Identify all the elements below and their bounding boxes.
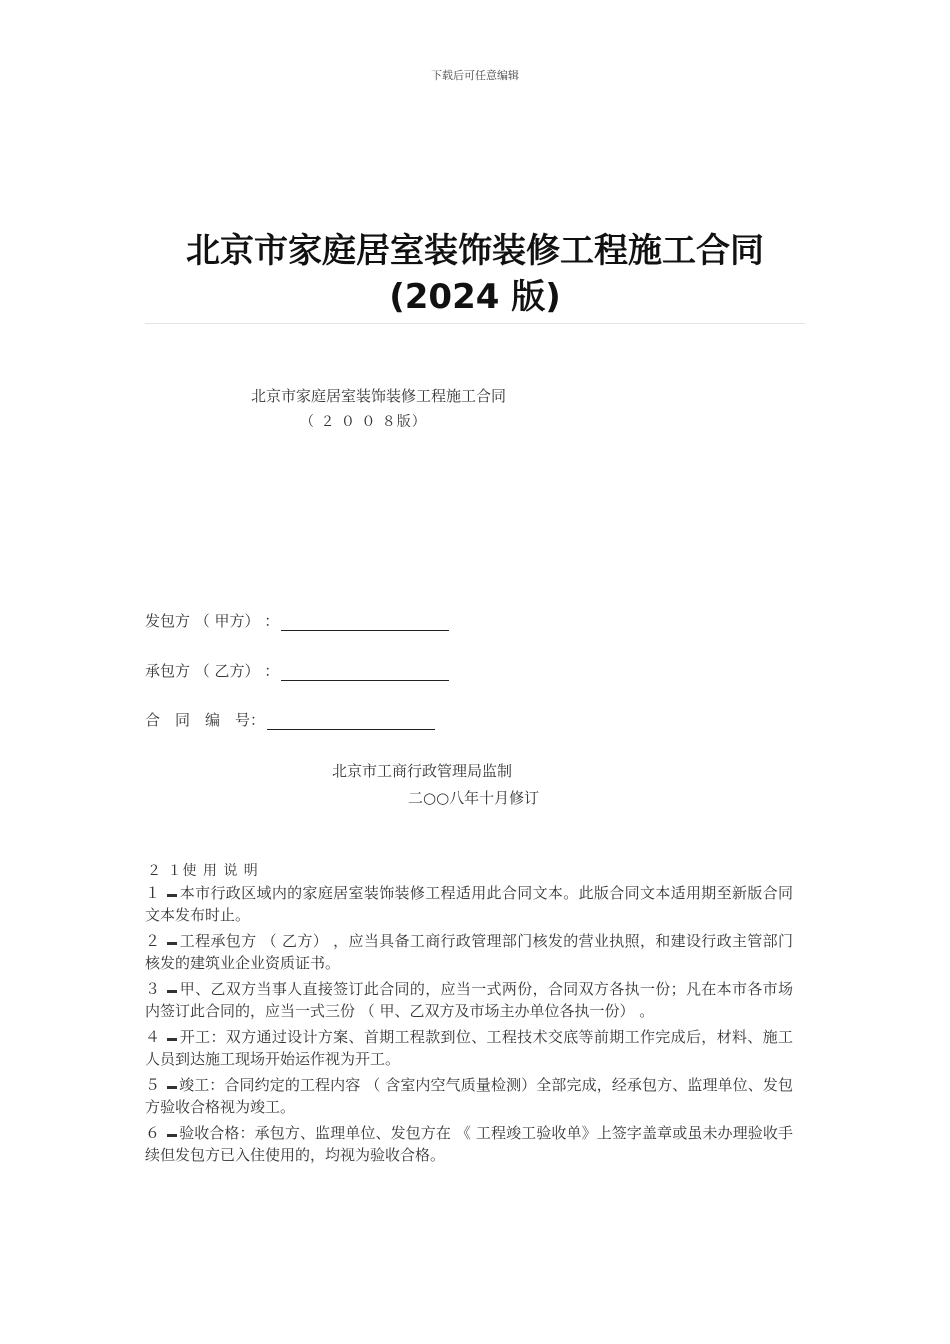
note-text: 开工：双方通过设计方案、首期工程款到位、工程技术交底等前期工作完成后，材料、施工人员到达施工现场开始运作视为开工。 [145, 1028, 793, 1068]
note-text: 验收合格：承包方、监理单位、发包方在 《 工程竣工验收单》上签字盖章或虽未办理验收手续但发包方已入住使用的，均视为验收合格。 [145, 1124, 793, 1164]
note-number: ２ [145, 932, 166, 950]
note-number: ３ [145, 980, 166, 998]
note-text: 本市行政区域内的家庭居室装饰装修工程适用此合同文本。此版合同文本适用期至新版合同文本发布时止。 [145, 884, 793, 924]
list-mark-icon [167, 942, 177, 945]
party-a-label: 发包方 （ 甲方） ： [145, 612, 280, 630]
note-text: 甲、乙双方当事人直接签订此合同的，应当一式两份，合同双方各执一份；凡在本市各市场内签订此合同的，应当一式三份 （ 甲、乙双方及市场主办单位各执一份） 。 [145, 980, 793, 1020]
list-mark-icon [167, 1086, 177, 1089]
party-b-field [145, 660, 449, 681]
party-b-blank[interactable] [281, 662, 449, 681]
list-mark-icon [167, 990, 177, 993]
note-number: ４ [145, 1028, 166, 1046]
title-divider [145, 323, 805, 324]
note-item [145, 882, 793, 926]
note-item [145, 1122, 793, 1166]
subtitle-edition: （ ２ ０ ０ ８版） [300, 414, 427, 430]
main-title-line2: (2024 版) [389, 277, 561, 317]
party-a-blank[interactable] [281, 612, 449, 631]
contract-no-field [145, 709, 435, 730]
list-mark-icon [167, 1134, 177, 1137]
note-number: ５ [145, 1076, 165, 1094]
issuer-bureau: 北京市工商行政管理局监制 [332, 762, 513, 780]
note-item [145, 930, 793, 974]
note-text: 工程承包方 （ 乙方） ，应当具备工商行政管理部门核发的营业执照，和建设行政主管部门核发的建筑业企业资质证书。 [145, 932, 793, 972]
note-text: 竣工：合同约定的工程内容 （ 含室内空气质量检测）全部完成，经承包方、监理单位、发包方验收合格视为竣工。 [145, 1076, 793, 1116]
notes-heading: ２ １使 用 说 明 [147, 863, 259, 879]
party-b-label: 承包方 （ 乙方） ： [145, 662, 280, 680]
note-number: ６ [145, 1124, 165, 1142]
party-a-field [145, 610, 449, 631]
note-item [145, 1074, 793, 1118]
revision-date: 二○○八年十月修订 [408, 789, 540, 807]
note-item [145, 978, 793, 1022]
list-mark-icon [167, 1038, 177, 1041]
main-title [100, 228, 850, 320]
contract-no-blank[interactable] [267, 711, 435, 730]
list-mark-icon [167, 894, 177, 897]
contract-no-label: 合 同 编 号： [145, 711, 266, 729]
subtitle-name: 北京市家庭居室装饰装修工程施工合同 [251, 387, 507, 405]
usage-notes-list [145, 882, 793, 1170]
main-title-line1: 北京市家庭居室装饰装修工程施工合同 [186, 231, 764, 271]
header-note: 下载后可任意编辑 [431, 69, 519, 82]
note-item [145, 1026, 793, 1070]
note-number: １ [145, 884, 166, 902]
